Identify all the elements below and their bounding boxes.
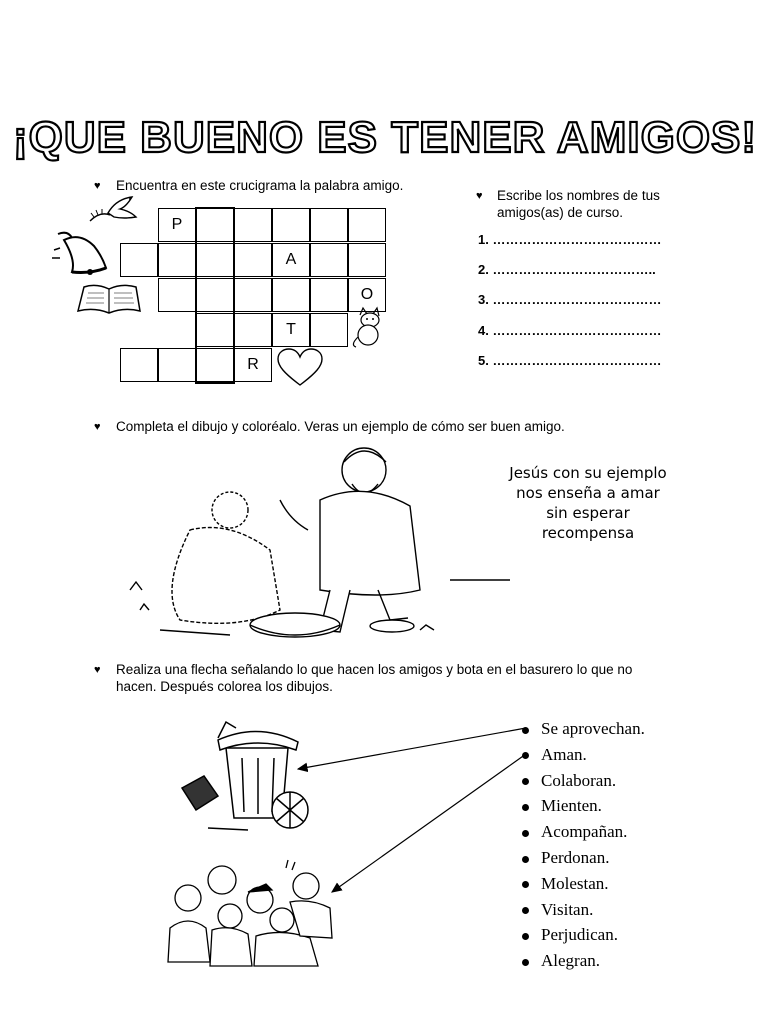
behavior-option[interactable] [522,742,587,768]
jesus-washing-feet-illustration [120,440,465,650]
crossword-cell[interactable] [196,313,234,347]
bullet-dot-icon [522,933,529,940]
crossword-cell[interactable]: O [348,278,386,312]
crossword-cell[interactable]: T [272,313,310,347]
crossword-cell[interactable] [310,278,348,312]
behavior-option-label: Molestan. [541,873,609,893]
behavior-option[interactable] [522,922,618,948]
heart-bullet-icon: ♥ [94,180,101,192]
friends-instruction-line2: amigos(as) de curso. [497,205,624,220]
behavior-option[interactable] [522,716,645,742]
bullet-dot-icon [522,881,529,888]
crossword-cell[interactable] [196,278,234,312]
crossword-cell[interactable]: P [158,208,196,242]
crossword-cell[interactable] [310,313,348,347]
crossword-cell[interactable] [120,243,158,277]
crossword-cell[interactable] [196,208,234,242]
crossword-cell[interactable] [310,243,348,277]
friend-name-line-2[interactable]: 2. ……………………………….. [478,262,656,277]
friend-name-line-4[interactable]: 4. ………………………………… [478,323,662,338]
arrow-to-trash [298,728,526,769]
behavior-option[interactable] [522,768,616,794]
behavior-option[interactable] [522,871,609,897]
behavior-option-label: Aman. [541,744,587,764]
bell-icon [50,228,110,276]
page-title [12,108,758,164]
crossword-cell[interactable] [120,348,158,382]
crossword-cell[interactable] [234,313,272,347]
crossword-cell[interactable]: A [272,243,310,277]
heart-icon [276,348,324,388]
friend-name-line-5[interactable]: 5. ………………………………… [478,353,662,368]
crossword-cell[interactable] [310,208,348,242]
bullet-dot-icon [522,907,529,914]
crossword-cell[interactable] [348,243,386,277]
crossword-cell[interactable] [196,348,234,382]
heart-bullet-icon: ♥ [94,421,101,433]
crossword-cell[interactable] [158,243,196,277]
crossword-instruction: Encuentra en este crucigrama la palabra amigo. [116,178,404,193]
quote-line-1: Jesús con su ejemplo [509,464,667,482]
bullet-dot-icon [522,830,529,837]
crossword-cell[interactable] [196,243,234,277]
behavior-option[interactable] [522,819,627,845]
quote-line-3: sin esperar [546,504,630,522]
crossword-cell[interactable] [272,208,310,242]
drawing-instruction: Completa el dibujo y coloréalo. Veras un ejemplo de cómo ser buen amigo. [116,419,565,434]
behavior-option[interactable] [522,793,602,819]
behavior-option-label: Colaboran. [541,770,617,790]
crossword-cell[interactable] [158,348,196,382]
behavior-option-label: Alegran. [541,951,601,971]
group-of-friends-illustration [160,858,340,973]
crossword-cell[interactable] [234,208,272,242]
friend-name-line-1[interactable]: 1. ………………………………… [478,232,662,247]
bullet-dot-icon [522,804,529,811]
bullet-dot-icon [522,727,529,734]
bible-book-icon [74,281,144,317]
crossword-cell[interactable] [158,278,196,312]
behavior-option-label: Perjudican. [541,925,618,945]
crossword-cell[interactable] [348,208,386,242]
behavior-option-label: Se aprovechan. [541,719,645,738]
arrows-instruction-line1: Realiza una flecha señalando lo que hacen los amigos y bota en el basurero lo que no [116,662,633,677]
heart-bullet-icon: ♥ [476,190,483,202]
trash-can-illustration [178,718,302,838]
bullet-dot-icon [522,752,529,759]
dove-icon [86,193,140,229]
behavior-option-label: Visitan. [541,899,594,919]
jesus-quote [498,463,678,543]
bullet-dot-icon [522,856,529,863]
crossword-cell[interactable] [272,278,310,312]
behavior-option-label: Mienten. [541,796,602,816]
crossword-cell[interactable] [234,278,272,312]
bullet-dot-icon [522,778,529,785]
crossword-cell[interactable]: R [234,348,272,382]
arrow-to-friends [332,754,526,892]
quote-line-2: nos enseña a amar [516,484,660,502]
behavior-option[interactable] [522,948,600,974]
behavior-option[interactable] [522,897,593,923]
behavior-option[interactable] [522,845,609,871]
behavior-option-label: Perdonan. [541,848,610,867]
arrows-instruction-line2: hacen. Después colorea los dibujos. [116,679,333,694]
quote-line-4: recompensa [541,524,635,542]
heart-bullet-icon: ♥ [94,664,101,676]
crossword-cell[interactable] [234,243,272,277]
bullet-dot-icon [522,959,529,966]
friends-instruction-line1: Escribe los nombres de tus [497,188,660,203]
friend-name-line-3[interactable]: 3. ………………………………… [478,292,662,307]
behavior-option-label: Acompañan. [541,822,628,842]
page-title-text: ¡QUE BUENO ES TENER AMIGOS! [12,113,758,162]
